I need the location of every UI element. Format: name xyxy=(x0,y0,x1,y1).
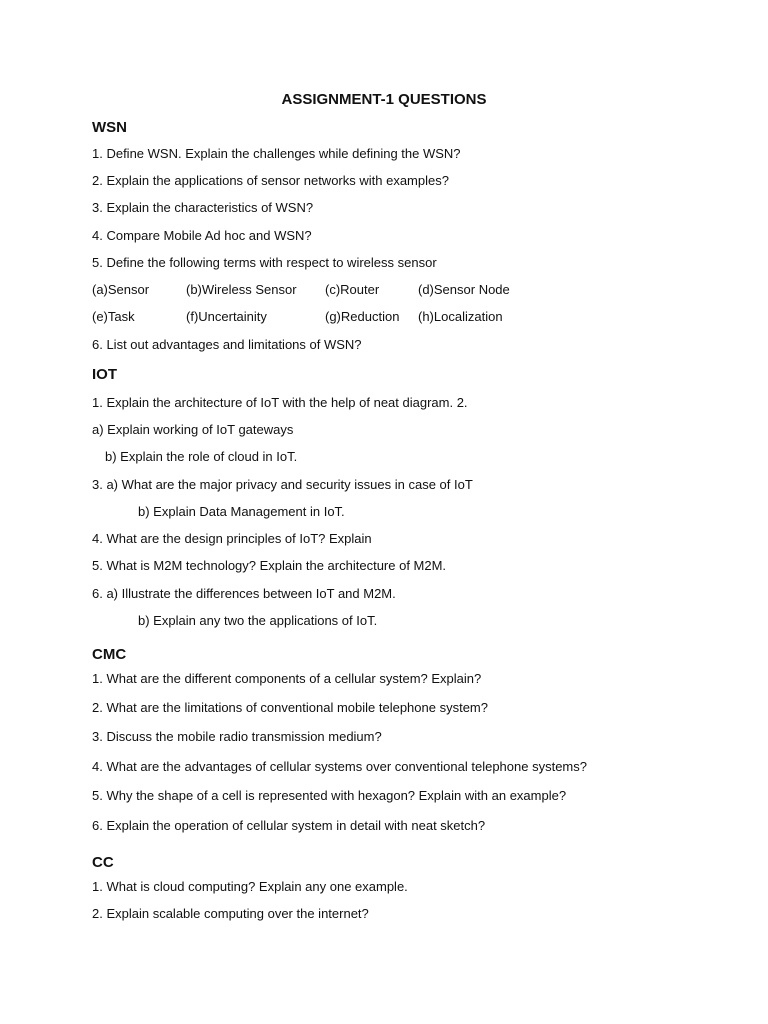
cmc-question-2: 2. What are the limitations of conventional mobile telephone system? xyxy=(92,700,488,715)
wsn-term-b: (b)Wireless Sensor xyxy=(186,282,297,297)
wsn-question-2: 2. Explain the applications of sensor networks with examples? xyxy=(92,173,449,188)
iot-question-2b: b) Explain the role of cloud in IoT. xyxy=(105,449,298,464)
section-heading-cmc: CMC xyxy=(92,646,127,663)
iot-question-3b: b) Explain Data Management in IoT. xyxy=(138,504,345,519)
iot-question-2a: a) Explain working of IoT gateways xyxy=(92,422,294,437)
wsn-term-c: (c)Router xyxy=(325,282,380,297)
iot-question-6a: 6. a) Illustrate the differences between IoT and M2M. xyxy=(92,586,396,601)
section-heading-iot: IOT xyxy=(92,366,117,383)
wsn-term-a: (a)Sensor xyxy=(92,282,150,297)
section-heading-cc: CC xyxy=(92,854,114,871)
wsn-term-d: (d)Sensor Node xyxy=(418,282,510,297)
cc-question-1: 1. What is cloud computing? Explain any one example. xyxy=(92,879,408,894)
cmc-question-6: 6. Explain the operation of cellular system in detail with neat sketch? xyxy=(92,818,486,833)
cmc-question-4: 4. What are the advantages of cellular systems over conventional telephone systems? xyxy=(92,759,587,774)
wsn-question-1: 1. Define WSN. Explain the challenges while defining the WSN? xyxy=(92,146,461,161)
iot-question-1: 1. Explain the architecture of IoT with the help of neat diagram. 2. xyxy=(92,395,468,410)
page-title: ASSIGNMENT-1 QUESTIONS xyxy=(281,91,487,108)
iot-question-4: 4. What are the design principles of IoT? Explain xyxy=(92,531,372,546)
cmc-question-1: 1. What are the different components of a cellular system? Explain? xyxy=(92,671,482,686)
cmc-question-5: 5. Why the shape of a cell is represented with hexagon? Explain with an example? xyxy=(92,788,567,803)
iot-question-5: 5. What is M2M technology? Explain the architecture of M2M. xyxy=(92,558,447,573)
wsn-question-5: 5. Define the following terms with respect to wireless sensor xyxy=(92,255,437,270)
wsn-question-3: 3. Explain the characteristics of WSN? xyxy=(92,200,314,215)
iot-question-6b: b) Explain any two the applications of IoT. xyxy=(138,613,378,628)
wsn-term-g: (g)Reduction xyxy=(325,309,400,324)
cmc-question-3: 3. Discuss the mobile radio transmission medium? xyxy=(92,729,382,744)
iot-question-3a: 3. a) What are the major privacy and security issues in case of IoT xyxy=(92,477,473,492)
wsn-term-e: (e)Task xyxy=(92,309,135,324)
section-heading-wsn: WSN xyxy=(92,119,127,136)
wsn-term-f: (f)Uncertainity xyxy=(186,309,267,324)
wsn-question-6: 6. List out advantages and limitations of WSN? xyxy=(92,337,362,352)
wsn-term-h: (h)Localization xyxy=(418,309,503,324)
wsn-question-4: 4. Compare Mobile Ad hoc and WSN? xyxy=(92,228,312,243)
cc-question-2: 2. Explain scalable computing over the internet? xyxy=(92,906,369,921)
